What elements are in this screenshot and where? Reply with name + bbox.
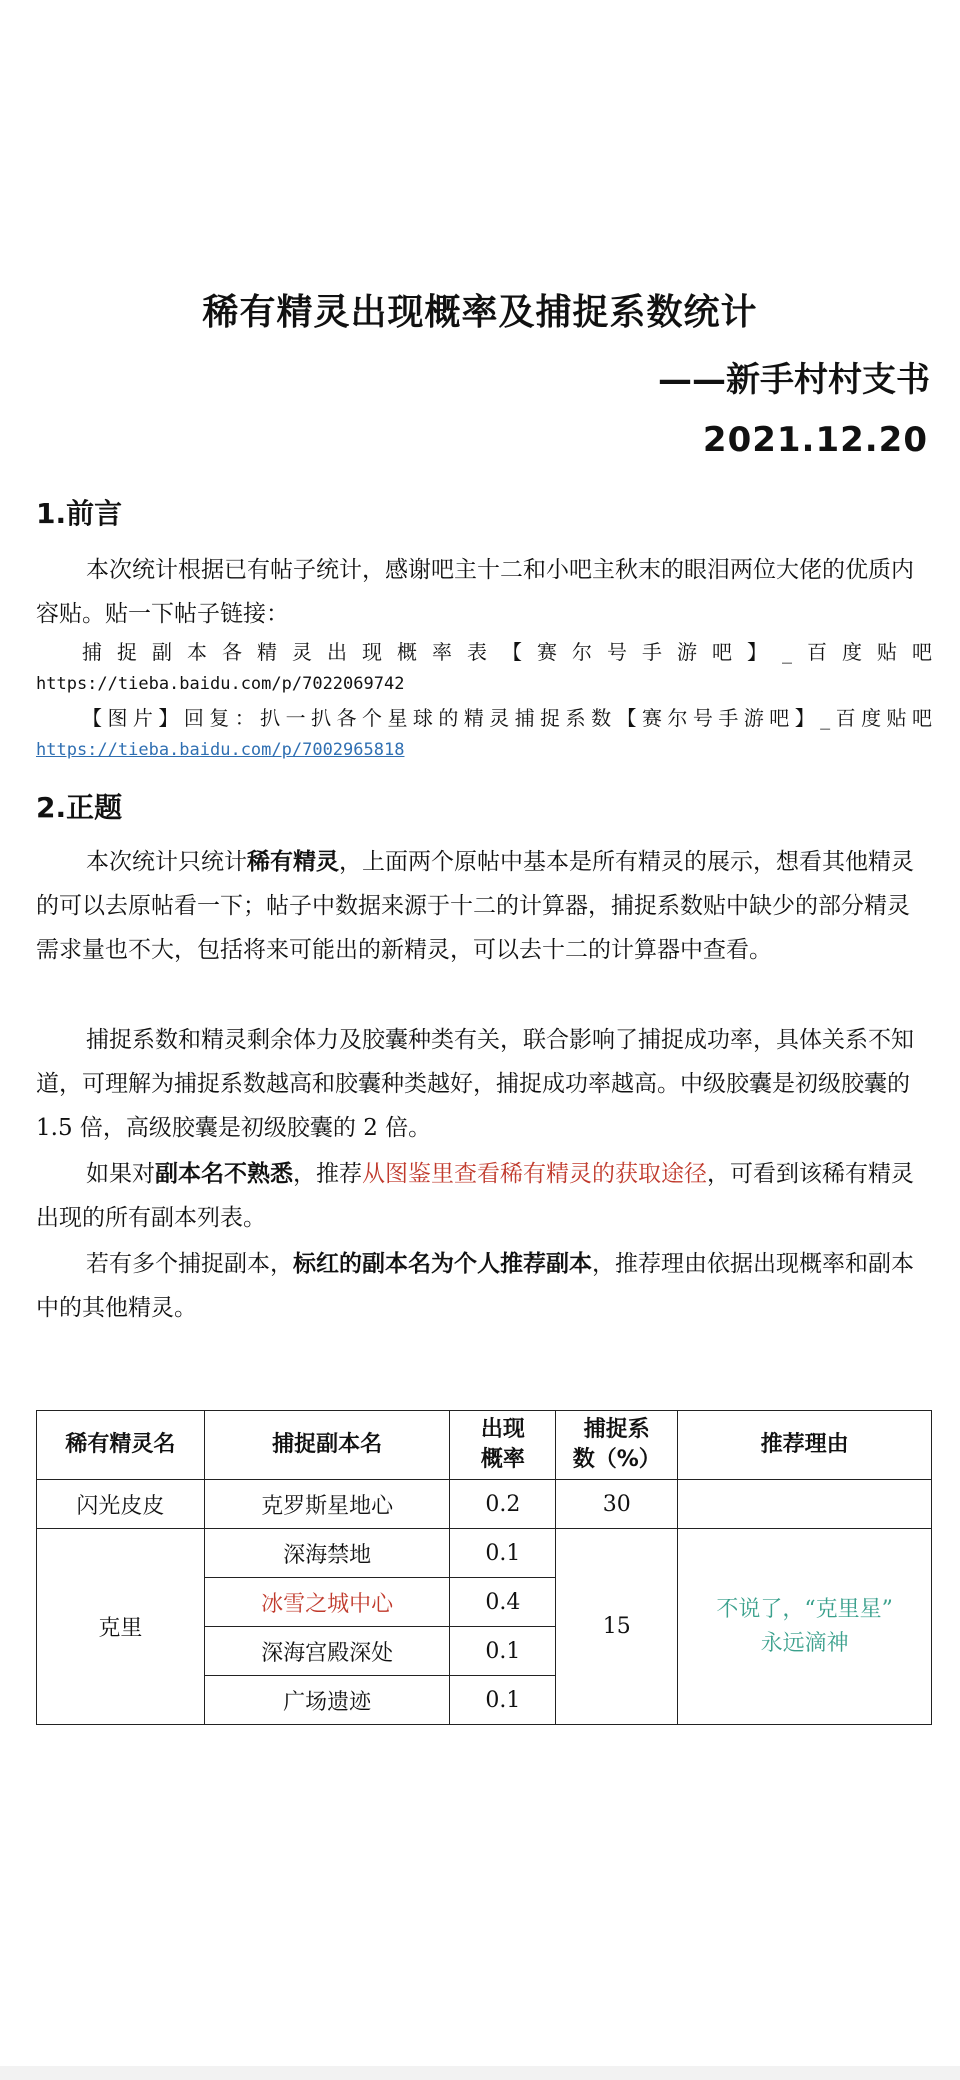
header-coefficient: 捕捉系 数（%） bbox=[556, 1411, 678, 1480]
capture-table bbox=[36, 1410, 932, 1725]
paragraph-3 bbox=[36, 1152, 932, 1240]
p3-text-a: 如果对 bbox=[86, 1161, 155, 1187]
cell-probability: 0.4 bbox=[450, 1578, 556, 1627]
header-reason: 推荐理由 bbox=[678, 1411, 932, 1480]
cell-probability: 0.1 bbox=[450, 1676, 556, 1725]
p1-text-b: ，上面两个原帖中基本是所有精灵的展示，想看其他精灵的可以去原帖看一下；帖子中数据来源于十二的计算器，捕捉系数贴中缺少的部分精灵需求量也不大，包括将来可能出的新精灵，可以去十二的计算器中查看。 bbox=[36, 849, 914, 963]
cell-dungeon: 深海宫殿深处 bbox=[204, 1627, 450, 1676]
preface-paragraph: 本次统计根据已有帖子统计，感谢吧主十二和小吧主秋末的眼泪两位大佬的优质内容贴。贴一下帖子链接： bbox=[36, 557, 914, 627]
header-name: 稀有精灵名 bbox=[37, 1411, 205, 1480]
preface-heading: 1.前言 bbox=[36, 497, 123, 530]
cell-probability: 0.2 bbox=[450, 1480, 556, 1529]
p1-bold: 稀有精灵 bbox=[247, 848, 339, 875]
paragraph-4 bbox=[36, 1242, 932, 1330]
table-row bbox=[37, 1480, 932, 1529]
p4-text-a: 若有多个捕捉副本， bbox=[86, 1251, 293, 1277]
cell-coefficient: 30 bbox=[556, 1480, 678, 1529]
cell-coefficient: 15 bbox=[556, 1529, 678, 1725]
header-dungeon: 捕捉副本名 bbox=[204, 1411, 450, 1480]
link2-block bbox=[36, 702, 932, 766]
table-header-row bbox=[37, 1411, 932, 1480]
link2-title: 【图片】回复：扒一扒各个星球的精灵捕捉系数【赛尔号手游吧】_百度贴吧 bbox=[82, 706, 932, 730]
p3-text-c: ，可看到该稀有精灵出现的所有副本列表。 bbox=[36, 1161, 914, 1231]
cell-dungeon: 广场遗迹 bbox=[204, 1676, 450, 1725]
link1-url[interactable]: https://tieba.baidu.com/p/7022069742 bbox=[36, 674, 405, 694]
p4-text-b: ，推荐理由依据出现概率和副本中的其他精灵。 bbox=[36, 1251, 914, 1321]
link2-url[interactable]: https://tieba.baidu.com/p/7002965818 bbox=[36, 740, 405, 760]
bottom-edge-bar bbox=[0, 2066, 960, 2080]
main-heading: 2.正题 bbox=[36, 791, 123, 824]
cell-reason: 不说了，“克里星” 永远滴神 bbox=[678, 1529, 932, 1725]
cell-dungeon: 克罗斯星地心 bbox=[204, 1480, 450, 1529]
document-date: 2021.12.20 bbox=[702, 420, 928, 460]
cell-dungeon-recommended: 冰雪之城中心 bbox=[204, 1578, 450, 1627]
cell-probability: 0.1 bbox=[450, 1627, 556, 1676]
p3-red: 从图鉴里查看稀有精灵的获取途径 bbox=[362, 1161, 707, 1187]
link1-block bbox=[36, 636, 932, 700]
document-title: 稀有精灵出现概率及捕捉系数统计 bbox=[202, 292, 758, 333]
table-row bbox=[37, 1529, 932, 1578]
paragraph-1 bbox=[36, 840, 932, 972]
p1-text-a: 本次统计只统计 bbox=[86, 849, 247, 875]
document-author: ——新手村村支书 bbox=[658, 360, 930, 400]
cell-name: 闪光皮皮 bbox=[37, 1480, 205, 1529]
p3-bold: 副本名不熟悉 bbox=[155, 1160, 293, 1187]
cell-dungeon: 深海禁地 bbox=[204, 1529, 450, 1578]
paragraph-2: 捕捉系数和精灵剩余体力及胶囊种类有关，联合影响了捕捉成功率，具体关系不知道，可理解为捕捉系数越高和胶囊种类越好，捕捉成功率越高。中级胶囊是初级胶囊的 1.5 倍，高级胶囊是初级胶囊的 2 倍。 bbox=[36, 1027, 914, 1141]
link1-title: 捕捉副本各精灵出现概率表【赛尔号手游吧】_百度贴吧 bbox=[82, 640, 932, 664]
cell-reason bbox=[678, 1480, 932, 1529]
p3-text-b: ，推荐 bbox=[293, 1161, 362, 1187]
cell-probability: 0.1 bbox=[450, 1529, 556, 1578]
cell-name: 克里 bbox=[37, 1529, 205, 1725]
header-probability: 出现 概率 bbox=[450, 1411, 556, 1480]
p4-bold: 标红的副本名为个人推荐副本 bbox=[293, 1250, 592, 1277]
